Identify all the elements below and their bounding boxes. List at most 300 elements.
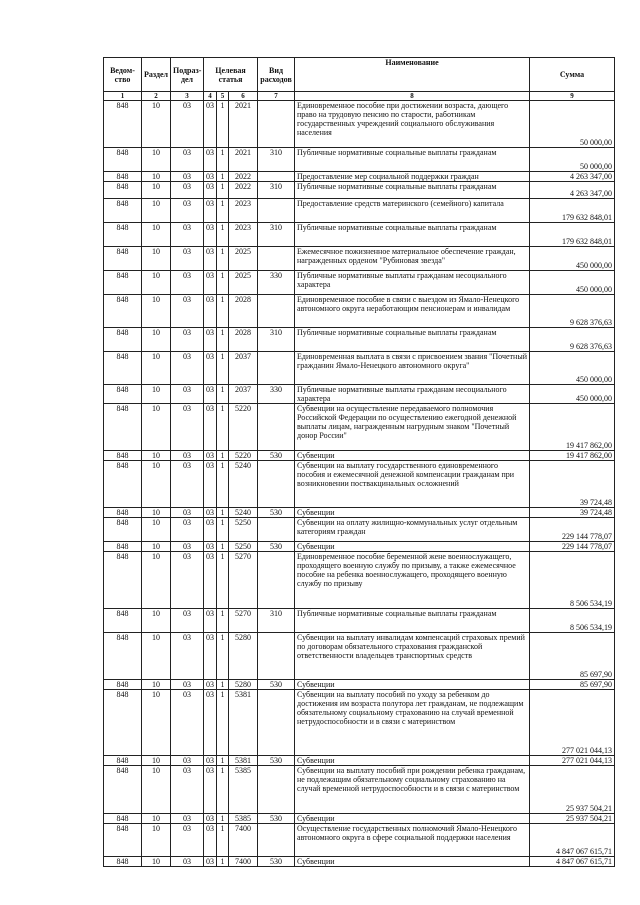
cell-vid-rashodov: 530	[258, 814, 295, 824]
cell-summa: 4 847 067 615,71	[530, 857, 615, 867]
table-row	[104, 680, 615, 690]
table-row	[104, 461, 615, 508]
cell-razdel: 10	[142, 824, 171, 857]
cell-statya-1: 03	[204, 857, 217, 867]
cell-statya-3: 2021	[229, 148, 258, 172]
cell-statya-2: 1	[217, 690, 229, 756]
cell-razdel: 10	[142, 552, 171, 609]
header-podrazdel: Подраз-дел	[171, 58, 204, 92]
cell-vedomstvo: 848	[104, 148, 142, 172]
cell-statya-1: 03	[204, 182, 217, 199]
cell-vid-rashodov	[258, 690, 295, 756]
cell-podrazdel: 03	[171, 824, 204, 857]
table-row	[104, 295, 615, 328]
cell-naimenovanie: Публичные нормативные социальные выплаты гражданам	[295, 328, 530, 352]
table-row	[104, 352, 615, 385]
cell-summa: 85 697,90	[530, 633, 615, 680]
cell-summa: 179 632 848,01	[530, 199, 615, 223]
cell-vid-rashodov	[258, 172, 295, 182]
cell-vid-rashodov	[258, 352, 295, 385]
cell-statya-1: 03	[204, 518, 217, 542]
cell-razdel: 10	[142, 814, 171, 824]
cell-summa: 450 000,00	[530, 385, 615, 404]
cell-statya-3: 5250	[229, 542, 258, 552]
cell-statya-3: 2025	[229, 247, 258, 271]
cell-statya-1: 03	[204, 101, 217, 148]
cell-podrazdel: 03	[171, 508, 204, 518]
cell-razdel: 10	[142, 461, 171, 508]
cell-vedomstvo: 848	[104, 461, 142, 508]
cell-naimenovanie: Публичные нормативные выплаты гражданам несоциального характера	[295, 271, 530, 295]
table-header-row	[104, 58, 615, 92]
cell-razdel: 10	[142, 756, 171, 766]
table-row	[104, 690, 615, 756]
cell-naimenovanie: Публичные нормативные выплаты гражданам несоциального характера	[295, 385, 530, 404]
cell-vid-rashodov	[258, 518, 295, 542]
cell-vid-rashodov: 330	[258, 385, 295, 404]
cell-statya-2: 1	[217, 328, 229, 352]
cell-podrazdel: 03	[171, 680, 204, 690]
cell-statya-2: 1	[217, 824, 229, 857]
cell-vid-rashodov	[258, 101, 295, 148]
cell-razdel: 10	[142, 247, 171, 271]
cell-naimenovanie: Единовременная выплата в связи с присвоением звания "Почетный гражданин Ямало-Ненецкого автономного округа"	[295, 352, 530, 385]
cell-vid-rashodov	[258, 199, 295, 223]
cell-vid-rashodov	[258, 247, 295, 271]
cell-summa: 229 144 778,07	[530, 542, 615, 552]
cell-statya-3: 5385	[229, 814, 258, 824]
cell-naimenovanie: Субвенции	[295, 542, 530, 552]
cell-vedomstvo: 848	[104, 451, 142, 461]
cell-statya-2: 1	[217, 101, 229, 148]
cell-naimenovanie: Субвенции	[295, 857, 530, 867]
cell-statya-1: 03	[204, 451, 217, 461]
cell-vedomstvo: 848	[104, 352, 142, 385]
cell-statya-1: 03	[204, 508, 217, 518]
header-razdel: Раздел	[142, 58, 171, 92]
cell-statya-1: 03	[204, 461, 217, 508]
cell-statya-3: 7400	[229, 857, 258, 867]
cell-statya-2: 1	[217, 633, 229, 680]
cell-vedomstvo: 848	[104, 328, 142, 352]
table-row	[104, 385, 615, 404]
column-number: 7	[258, 92, 295, 101]
cell-naimenovanie: Субвенции на выплату пособий при рождении ребенка гражданам, не подлежащим обязательному социальному страхованию на случай временной нетрудоспособности и в связи с материнством	[295, 766, 530, 814]
cell-razdel: 10	[142, 148, 171, 172]
cell-vedomstvo: 848	[104, 552, 142, 609]
cell-statya-1: 03	[204, 295, 217, 328]
table-row	[104, 172, 615, 182]
cell-vedomstvo: 848	[104, 609, 142, 633]
table-row	[104, 182, 615, 199]
cell-statya-1: 03	[204, 385, 217, 404]
header-celevaya-statya: Целевая статья	[204, 58, 258, 92]
cell-summa: 25 937 504,21	[530, 814, 615, 824]
cell-vedomstvo: 848	[104, 295, 142, 328]
cell-vedomstvo: 848	[104, 385, 142, 404]
cell-summa: 19 417 862,00	[530, 451, 615, 461]
cell-razdel: 10	[142, 633, 171, 680]
cell-naimenovanie: Предоставление мер социальной поддержки граждан	[295, 172, 530, 182]
cell-naimenovanie: Публичные нормативные социальные выплаты гражданам	[295, 182, 530, 199]
cell-vid-rashodov: 530	[258, 508, 295, 518]
cell-podrazdel: 03	[171, 295, 204, 328]
cell-statya-2: 1	[217, 756, 229, 766]
table-row	[104, 756, 615, 766]
cell-statya-2: 1	[217, 766, 229, 814]
cell-statya-2: 1	[217, 857, 229, 867]
cell-podrazdel: 03	[171, 404, 204, 451]
cell-naimenovanie: Субвенции на выплату государственного единовременного пособия и ежемесячной денежной компенсации гражданам при возникновении поствакцинальных осложнений	[295, 461, 530, 508]
table-row	[104, 508, 615, 518]
cell-summa: 8 506 534,19	[530, 609, 615, 633]
cell-summa: 85 697,90	[530, 680, 615, 690]
cell-summa: 50 000,00	[530, 101, 615, 148]
cell-naimenovanie: Осуществление государственных полномочий Ямало-Ненецкого автономного округа в сфере социальной поддержки населения	[295, 824, 530, 857]
cell-vid-rashodov: 310	[258, 182, 295, 199]
cell-razdel: 10	[142, 508, 171, 518]
cell-vedomstvo: 848	[104, 223, 142, 247]
cell-naimenovanie: Предоставление средств материнского (семейного) капитала	[295, 199, 530, 223]
cell-statya-1: 03	[204, 172, 217, 182]
cell-statya-3: 2025	[229, 271, 258, 295]
cell-statya-3: 5220	[229, 451, 258, 461]
cell-vedomstvo: 848	[104, 172, 142, 182]
cell-vedomstvo: 848	[104, 182, 142, 199]
cell-podrazdel: 03	[171, 148, 204, 172]
cell-vedomstvo: 848	[104, 633, 142, 680]
cell-statya-3: 5280	[229, 680, 258, 690]
cell-statya-3: 2021	[229, 101, 258, 148]
cell-summa: 4 847 067 615,71	[530, 824, 615, 857]
cell-podrazdel: 03	[171, 352, 204, 385]
cell-razdel: 10	[142, 271, 171, 295]
cell-vid-rashodov: 310	[258, 609, 295, 633]
cell-vedomstvo: 848	[104, 766, 142, 814]
cell-vid-rashodov: 530	[258, 680, 295, 690]
cell-vid-rashodov: 530	[258, 451, 295, 461]
table-row	[104, 199, 615, 223]
cell-statya-2: 1	[217, 385, 229, 404]
cell-statya-1: 03	[204, 148, 217, 172]
cell-razdel: 10	[142, 223, 171, 247]
cell-summa: 229 144 778,07	[530, 518, 615, 542]
cell-summa: 8 506 534,19	[530, 552, 615, 609]
cell-podrazdel: 03	[171, 385, 204, 404]
cell-statya-1: 03	[204, 756, 217, 766]
cell-statya-3: 5270	[229, 609, 258, 633]
cell-naimenovanie: Единовременное пособие беременной жене военнослужащего, проходящего военную службу по призыву, а также ежемесячное пособие на ребенка военнослужащего, проходящего военную службу по призыву	[295, 552, 530, 609]
cell-vedomstvo: 848	[104, 542, 142, 552]
cell-statya-2: 1	[217, 223, 229, 247]
column-number: 9	[530, 92, 615, 101]
cell-statya-3: 2028	[229, 328, 258, 352]
table-row	[104, 824, 615, 857]
cell-statya-2: 1	[217, 295, 229, 328]
cell-statya-2: 1	[217, 172, 229, 182]
cell-naimenovanie: Субвенции	[295, 680, 530, 690]
cell-podrazdel: 03	[171, 451, 204, 461]
cell-summa: 4 263 347,00	[530, 182, 615, 199]
cell-vedomstvo: 848	[104, 508, 142, 518]
table-row	[104, 271, 615, 295]
cell-podrazdel: 03	[171, 766, 204, 814]
cell-vid-rashodov	[258, 633, 295, 680]
cell-statya-2: 1	[217, 814, 229, 824]
table-row	[104, 633, 615, 680]
cell-statya-2: 1	[217, 271, 229, 295]
cell-statya-1: 03	[204, 824, 217, 857]
cell-statya-2: 1	[217, 352, 229, 385]
cell-summa: 9 628 376,63	[530, 328, 615, 352]
cell-statya-1: 03	[204, 680, 217, 690]
cell-vedomstvo: 848	[104, 271, 142, 295]
cell-podrazdel: 03	[171, 552, 204, 609]
cell-summa: 19 417 862,00	[530, 404, 615, 451]
cell-vid-rashodov	[258, 295, 295, 328]
cell-statya-3: 5220	[229, 404, 258, 451]
cell-summa: 450 000,00	[530, 271, 615, 295]
cell-podrazdel: 03	[171, 542, 204, 552]
table-row	[104, 247, 615, 271]
cell-statya-2: 1	[217, 182, 229, 199]
cell-statya-3: 2022	[229, 172, 258, 182]
cell-naimenovanie: Субвенции	[295, 814, 530, 824]
cell-statya-3: 2023	[229, 199, 258, 223]
cell-statya-3: 2037	[229, 352, 258, 385]
table-row	[104, 766, 615, 814]
cell-naimenovanie: Субвенции на выплату пособий по уходу за ребенком до достижения им возраста полутора лет гражданам, не подлежащим обязательному социальному страхованию на случай временной нетрудоспособности и в связи с материнством	[295, 690, 530, 756]
cell-statya-1: 03	[204, 247, 217, 271]
cell-statya-1: 03	[204, 328, 217, 352]
table-row	[104, 518, 615, 542]
cell-statya-1: 03	[204, 542, 217, 552]
cell-razdel: 10	[142, 295, 171, 328]
cell-vedomstvo: 848	[104, 690, 142, 756]
table-row	[104, 609, 615, 633]
cell-razdel: 10	[142, 172, 171, 182]
cell-vedomstvo: 848	[104, 857, 142, 867]
cell-statya-3: 2022	[229, 182, 258, 199]
column-number: 1	[104, 92, 142, 101]
cell-naimenovanie: Субвенции	[295, 451, 530, 461]
cell-naimenovanie: Субвенции на осуществление передаваемого полномочия Российской Федерации по осуществлению ежегодной денежной выплаты лицам, награжденным нагрудным знаком "Почетный донор России"	[295, 404, 530, 451]
cell-statya-1: 03	[204, 199, 217, 223]
cell-podrazdel: 03	[171, 633, 204, 680]
cell-podrazdel: 03	[171, 328, 204, 352]
table-row	[104, 328, 615, 352]
table-row	[104, 552, 615, 609]
cell-vid-rashodov: 310	[258, 223, 295, 247]
cell-razdel: 10	[142, 385, 171, 404]
budget-table	[103, 57, 615, 867]
cell-statya-1: 03	[204, 271, 217, 295]
cell-podrazdel: 03	[171, 172, 204, 182]
cell-statya-2: 1	[217, 609, 229, 633]
cell-razdel: 10	[142, 609, 171, 633]
cell-naimenovanie: Публичные нормативные социальные выплаты гражданам	[295, 223, 530, 247]
cell-summa: 277 021 044,13	[530, 690, 615, 756]
cell-statya-3: 5270	[229, 552, 258, 609]
cell-podrazdel: 03	[171, 182, 204, 199]
cell-vedomstvo: 848	[104, 824, 142, 857]
cell-naimenovanie: Субвенции на выплату инвалидам компенсаций страховых премий по договорам обязательного страхования гражданской ответственности владельцев транспортных средств	[295, 633, 530, 680]
cell-summa: 39 724,48	[530, 508, 615, 518]
cell-razdel: 10	[142, 680, 171, 690]
cell-razdel: 10	[142, 542, 171, 552]
cell-razdel: 10	[142, 404, 171, 451]
cell-summa: 25 937 504,21	[530, 766, 615, 814]
cell-statya-3: 5240	[229, 461, 258, 508]
cell-razdel: 10	[142, 182, 171, 199]
cell-statya-2: 1	[217, 508, 229, 518]
cell-vedomstvo: 848	[104, 518, 142, 542]
cell-podrazdel: 03	[171, 461, 204, 508]
cell-naimenovanie: Субвенции на оплату жилищно-коммунальных услуг отдельным категориям граждан	[295, 518, 530, 542]
cell-vedomstvo: 848	[104, 101, 142, 148]
table-row	[104, 148, 615, 172]
cell-razdel: 10	[142, 199, 171, 223]
cell-razdel: 10	[142, 857, 171, 867]
cell-statya-1: 03	[204, 633, 217, 680]
cell-summa: 179 632 848,01	[530, 223, 615, 247]
cell-podrazdel: 03	[171, 271, 204, 295]
cell-statya-3: 5381	[229, 756, 258, 766]
cell-statya-1: 03	[204, 552, 217, 609]
cell-statya-1: 03	[204, 404, 217, 451]
table-body	[104, 101, 615, 867]
cell-statya-1: 03	[204, 814, 217, 824]
column-number: 5	[217, 92, 229, 101]
cell-statya-2: 1	[217, 404, 229, 451]
column-number: 6	[229, 92, 258, 101]
cell-razdel: 10	[142, 352, 171, 385]
column-number: 2	[142, 92, 171, 101]
header-naimenovanie: Наименование	[295, 58, 530, 92]
cell-statya-3: 7400	[229, 824, 258, 857]
cell-statya-3: 2028	[229, 295, 258, 328]
cell-naimenovanie: Публичные нормативные социальные выплаты гражданам	[295, 148, 530, 172]
cell-naimenovanie: Ежемесячное пожизненное материальное обеспечение граждан, награжденных орденом "Рубиновая звезда"	[295, 247, 530, 271]
column-numbers-row	[104, 92, 615, 101]
cell-vedomstvo: 848	[104, 814, 142, 824]
column-number: 4	[204, 92, 217, 101]
cell-statya-3: 5280	[229, 633, 258, 680]
cell-summa: 4 263 347,00	[530, 172, 615, 182]
cell-vid-rashodov: 530	[258, 542, 295, 552]
cell-vid-rashodov	[258, 461, 295, 508]
cell-statya-3: 2023	[229, 223, 258, 247]
cell-podrazdel: 03	[171, 609, 204, 633]
cell-statya-1: 03	[204, 766, 217, 814]
header-summa: Сумма	[530, 58, 615, 92]
table-row	[104, 404, 615, 451]
table-row	[104, 223, 615, 247]
table-row	[104, 101, 615, 148]
cell-summa: 450 000,00	[530, 247, 615, 271]
cell-podrazdel: 03	[171, 247, 204, 271]
cell-vedomstvo: 848	[104, 199, 142, 223]
cell-naimenovanie: Единовременное пособие в связи с выездом из Ямало-Ненецкого автономного округа неработающим пенсионерам и инвалидам	[295, 295, 530, 328]
cell-statya-2: 1	[217, 247, 229, 271]
cell-statya-2: 1	[217, 148, 229, 172]
cell-vedomstvo: 848	[104, 680, 142, 690]
cell-statya-2: 1	[217, 518, 229, 542]
cell-podrazdel: 03	[171, 690, 204, 756]
cell-statya-1: 03	[204, 690, 217, 756]
cell-summa: 50 000,00	[530, 148, 615, 172]
cell-summa: 9 628 376,63	[530, 295, 615, 328]
cell-statya-3: 5381	[229, 690, 258, 756]
cell-summa: 450 000,00	[530, 352, 615, 385]
column-number: 3	[171, 92, 204, 101]
cell-podrazdel: 03	[171, 814, 204, 824]
cell-podrazdel: 03	[171, 756, 204, 766]
cell-summa: 277 021 044,13	[530, 756, 615, 766]
cell-razdel: 10	[142, 328, 171, 352]
cell-podrazdel: 03	[171, 199, 204, 223]
cell-naimenovanie: Субвенции	[295, 508, 530, 518]
budget-document-page	[103, 57, 614, 867]
cell-vid-rashodov	[258, 824, 295, 857]
cell-podrazdel: 03	[171, 223, 204, 247]
cell-statya-3: 5385	[229, 766, 258, 814]
cell-statya-1: 03	[204, 223, 217, 247]
cell-razdel: 10	[142, 101, 171, 148]
cell-vid-rashodov: 310	[258, 328, 295, 352]
header-vid-rashodov: Вид расходов	[258, 58, 295, 92]
table-row	[104, 542, 615, 552]
cell-vid-rashodov	[258, 552, 295, 609]
cell-statya-2: 1	[217, 451, 229, 461]
table-row	[104, 451, 615, 461]
cell-statya-3: 2037	[229, 385, 258, 404]
header-vedomstvo: Ведом-ство	[104, 58, 142, 92]
cell-naimenovanie: Единовременное пособие при достижении возраста, дающего право на трудовую пенсию по старости, работникам государственных учреждений социального обслуживания населения	[295, 101, 530, 148]
cell-statya-1: 03	[204, 352, 217, 385]
cell-statya-2: 1	[217, 461, 229, 508]
table-row	[104, 857, 615, 867]
table-row	[104, 814, 615, 824]
cell-vedomstvo: 848	[104, 404, 142, 451]
cell-statya-1: 03	[204, 609, 217, 633]
cell-razdel: 10	[142, 766, 171, 814]
cell-razdel: 10	[142, 451, 171, 461]
cell-naimenovanie: Публичные нормативные социальные выплаты гражданам	[295, 609, 530, 633]
cell-statya-3: 5250	[229, 518, 258, 542]
cell-vid-rashodov	[258, 404, 295, 451]
cell-statya-2: 1	[217, 542, 229, 552]
cell-statya-2: 1	[217, 680, 229, 690]
cell-vedomstvo: 848	[104, 247, 142, 271]
cell-vid-rashodov	[258, 766, 295, 814]
cell-podrazdel: 03	[171, 518, 204, 542]
cell-summa: 39 724,48	[530, 461, 615, 508]
cell-statya-3: 5240	[229, 508, 258, 518]
cell-statya-2: 1	[217, 199, 229, 223]
cell-podrazdel: 03	[171, 857, 204, 867]
cell-vid-rashodov: 330	[258, 271, 295, 295]
cell-razdel: 10	[142, 690, 171, 756]
cell-naimenovanie: Субвенции	[295, 756, 530, 766]
cell-vedomstvo: 848	[104, 756, 142, 766]
cell-vid-rashodov: 530	[258, 756, 295, 766]
column-number: 8	[295, 92, 530, 101]
cell-vid-rashodov: 530	[258, 857, 295, 867]
cell-statya-2: 1	[217, 552, 229, 609]
cell-razdel: 10	[142, 518, 171, 542]
cell-podrazdel: 03	[171, 101, 204, 148]
